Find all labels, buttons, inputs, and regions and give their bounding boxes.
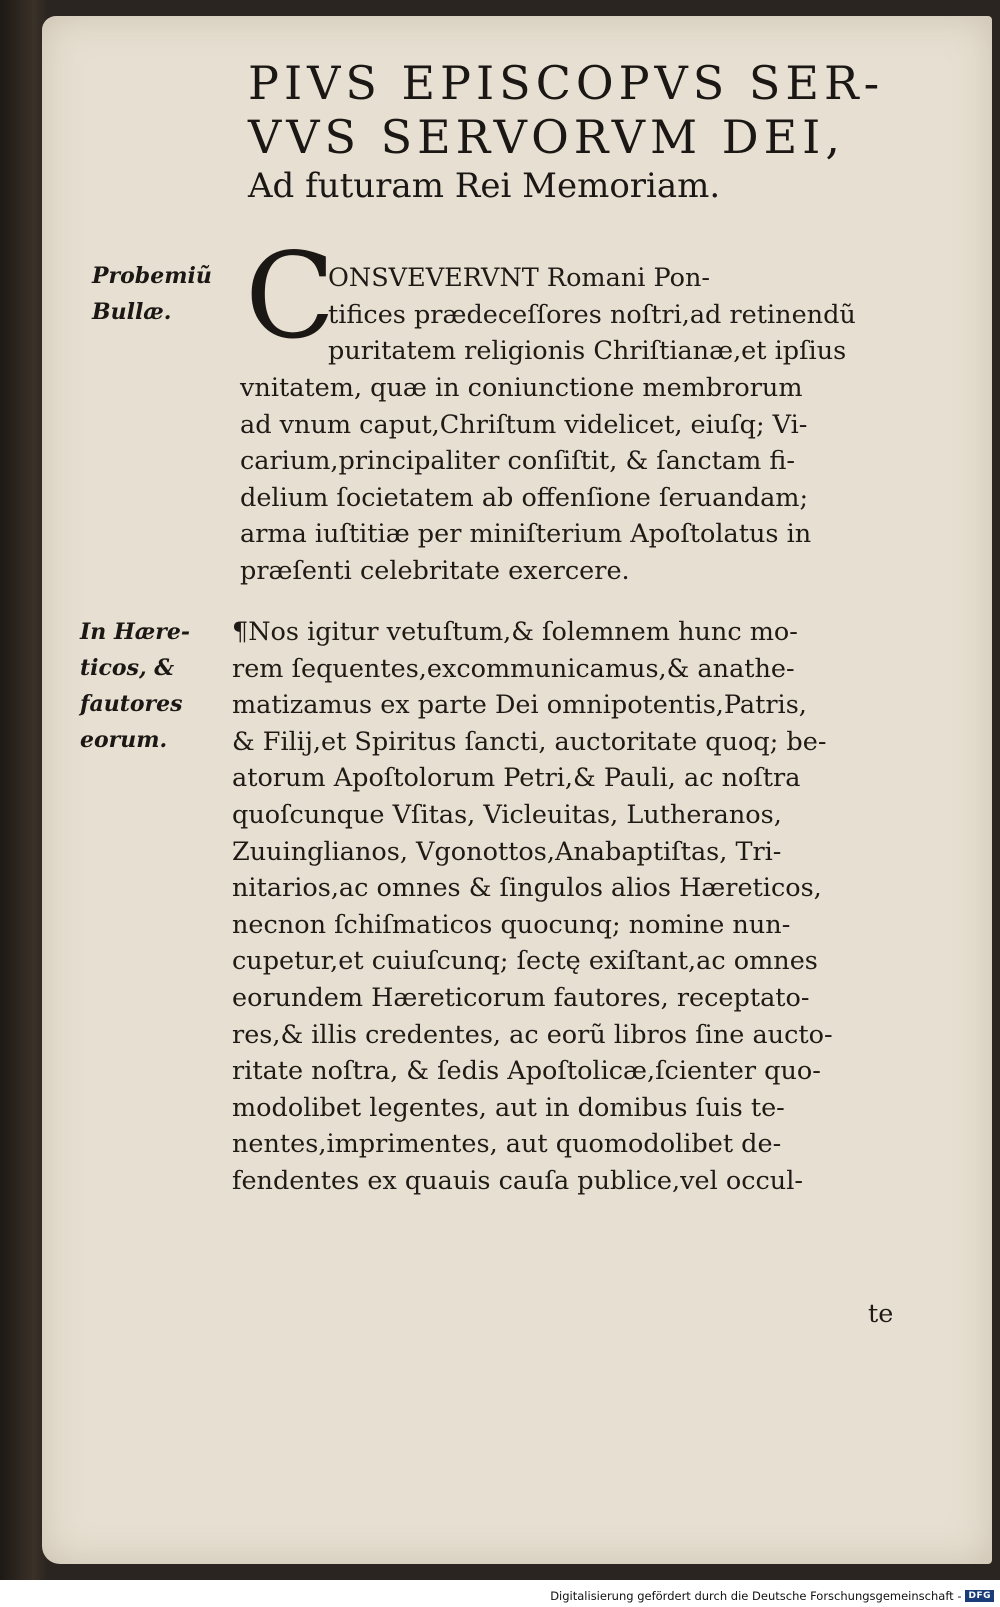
heading-line-1: PIVS EPISCOPVS SER- — [248, 56, 885, 110]
catchword: te — [868, 1299, 894, 1329]
text-line: ritate noſtra, & ſedis Apoſtolicæ,ſcienter quo- — [232, 1056, 821, 1087]
text-line: res,& illis credentes, ac eorũ libros ſine aucto- — [232, 1019, 833, 1050]
heading-line-3: Ad futuram Rei Memoriam. — [248, 166, 721, 206]
heading-line-2: VVS SERVORVM DEI, — [248, 110, 845, 164]
text-line: præſenti celebritate exercere. — [240, 555, 630, 586]
margin-note-line: fautores — [80, 691, 183, 717]
drop-capital: C — [245, 227, 336, 365]
text-line: ONSVEVERVNT Romani Pon- — [328, 263, 711, 293]
footer-credit-text: Digitalisierung gefördert durch die Deutsche Forschungsgemeinschaft - — [550, 1589, 962, 1603]
margin-note-line: Bullæ. — [92, 299, 172, 325]
margin-note-line: In Hære- — [80, 619, 190, 645]
text-line: vnitatem, quæ in coniunctione membrorum — [240, 373, 803, 403]
margin-note-line: eorum. — [80, 727, 168, 753]
paragraph-1-indented — [328, 260, 856, 370]
text-line: ad vnum caput,Chriſtum videlicet, eiuſq; Vi- — [240, 409, 808, 440]
text-line: carium,principaliter conſiſtit, & ſanctam fi- — [240, 446, 795, 477]
text-line: nitarios,ac omnes & ſingulos alios Hæreticos, — [232, 873, 822, 904]
text-line: delium ſocietatem ab offenſione ſeruandam; — [240, 482, 809, 513]
digitization-footer — [550, 1589, 994, 1603]
text-line: necnon ſchiſmaticos quocunq; nomine nun- — [232, 909, 791, 940]
margin-note-line: Probemiũ — [92, 263, 212, 289]
text-line: eorundem Hæreticorum fautores, receptato- — [232, 982, 810, 1013]
text-line: cupetur,et cuiuſcunq; ſectę exiſtant,ac omnes — [232, 946, 818, 977]
text-line: nentes,imprimentes, aut quomodolibet de- — [232, 1129, 782, 1160]
margin-note-haereticos — [80, 614, 190, 758]
paragraph-1-body — [240, 370, 811, 590]
paragraph-2 — [232, 614, 833, 1200]
text-line: modolibet legentes, aut in domibus ſuis te- — [232, 1092, 785, 1123]
dfg-logo-icon: DFG — [965, 1590, 994, 1602]
margin-note-line: ticos, & — [80, 655, 175, 681]
text-line: & Filij,et Spiritus ſancti, auctoritate quoq; be- — [232, 726, 827, 757]
text-line: rem ſequentes,excommunicamus,& anathe- — [232, 653, 795, 684]
text-line: puritatem religionis Chriſtianæ,et ipſius — [328, 336, 847, 367]
text-line: Zuuinglianos, Vgonottos,Anabaptiſtas, Tri- — [232, 836, 782, 867]
text-line: fendentes ex quauis cauſa publice,vel occul- — [232, 1165, 803, 1196]
text-line: arma iuſtitiæ per miniſterium Apoſtolatus in — [240, 519, 812, 550]
text-line: quoſcunque Vſitas, Vicleuitas, Lutheranos, — [232, 799, 782, 830]
book-binding-edge — [0, 0, 48, 1580]
margin-note-prooemium — [92, 258, 212, 330]
text-line: ¶Nos igitur vetuſtum,& ſolemnem hunc mo- — [232, 617, 798, 647]
text-line: atorum Apoſtolorum Petri,& Pauli, ac noſtra — [232, 763, 801, 794]
text-line: tifices prædeceſſores noſtri,ad retinendũ — [328, 299, 856, 330]
text-line: matizamus ex parte Dei omnipotentis,Patris, — [232, 690, 807, 721]
page-heading — [248, 56, 948, 208]
